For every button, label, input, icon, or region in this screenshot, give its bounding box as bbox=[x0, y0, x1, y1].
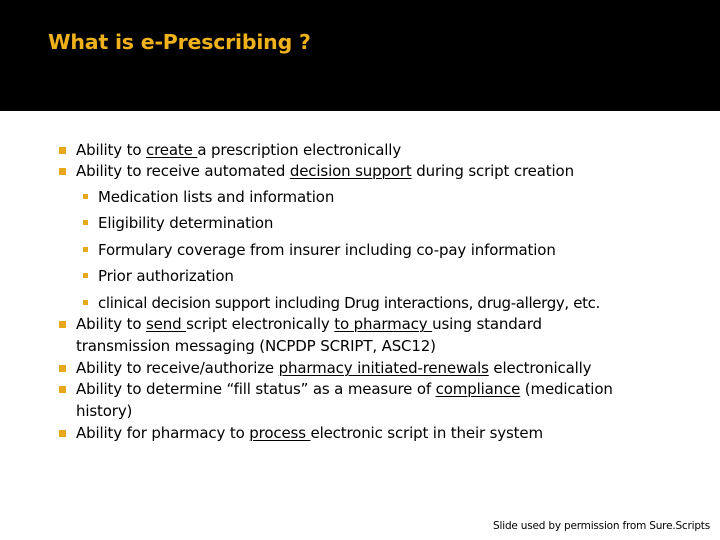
item-text: a prescription electronically bbox=[197, 141, 402, 159]
square-bullet-icon bbox=[59, 321, 66, 328]
item-text: Ability to bbox=[76, 141, 146, 159]
list-item bbox=[76, 162, 574, 180]
list-item-continuation: history) bbox=[76, 402, 133, 420]
list-item bbox=[76, 315, 542, 333]
item-text: electronic script in their system bbox=[310, 424, 543, 442]
list-item bbox=[76, 141, 401, 159]
list-item bbox=[76, 424, 543, 442]
item-underlined-text: to pharmacy bbox=[334, 315, 433, 333]
slide-title: What is e-Prescribing ? bbox=[48, 30, 311, 54]
list-item bbox=[76, 359, 591, 377]
item-text: Ability to receive/authorize bbox=[76, 359, 279, 377]
item-text: Ability to receive automated bbox=[76, 162, 290, 180]
sub-list-item: clinical decision support including Drug interactions, drug-allergy, etc. bbox=[98, 294, 600, 312]
square-bullet-icon bbox=[83, 273, 88, 278]
item-text: Ability for pharmacy to bbox=[76, 424, 250, 442]
item-underlined-text: compliance bbox=[435, 380, 521, 398]
item-underlined-text: create bbox=[146, 141, 198, 159]
item-text: Ability to bbox=[76, 315, 146, 333]
square-bullet-icon bbox=[59, 430, 66, 437]
sub-list-item: Eligibility determination bbox=[98, 214, 274, 232]
square-bullet-icon bbox=[83, 194, 88, 199]
item-underlined-text: pharmacy initiated-renewals bbox=[278, 359, 489, 377]
item-text: using standard bbox=[432, 315, 542, 333]
square-bullet-icon bbox=[59, 386, 66, 393]
item-underlined-text: process bbox=[249, 424, 311, 442]
square-bullet-icon bbox=[59, 147, 66, 154]
square-bullet-icon bbox=[83, 247, 88, 252]
square-bullet-icon bbox=[83, 220, 88, 225]
item-underlined-text: send bbox=[146, 315, 187, 333]
item-text: Ability to determine “fill status” as a measure of bbox=[76, 380, 436, 398]
item-text: script electronically bbox=[186, 315, 335, 333]
square-bullet-icon bbox=[59, 168, 66, 175]
sub-list-item: Medication lists and information bbox=[98, 188, 335, 206]
square-bullet-icon bbox=[59, 365, 66, 372]
square-bullet-icon bbox=[83, 300, 88, 305]
item-text: during script creation bbox=[411, 162, 574, 180]
list-item-continuation: transmission messaging (NCPDP SCRIPT, ASC12) bbox=[76, 337, 436, 355]
sub-list-item: Formulary coverage from insurer including co-pay information bbox=[98, 241, 556, 259]
footer-credit: Slide used by permission from Sure.Scripts bbox=[493, 520, 710, 532]
item-text: electronically bbox=[488, 359, 592, 377]
item-text: (medication bbox=[520, 380, 613, 398]
item-underlined-text: decision support bbox=[289, 162, 412, 180]
list-item bbox=[76, 380, 613, 398]
sub-list-item: Prior authorization bbox=[98, 267, 234, 285]
